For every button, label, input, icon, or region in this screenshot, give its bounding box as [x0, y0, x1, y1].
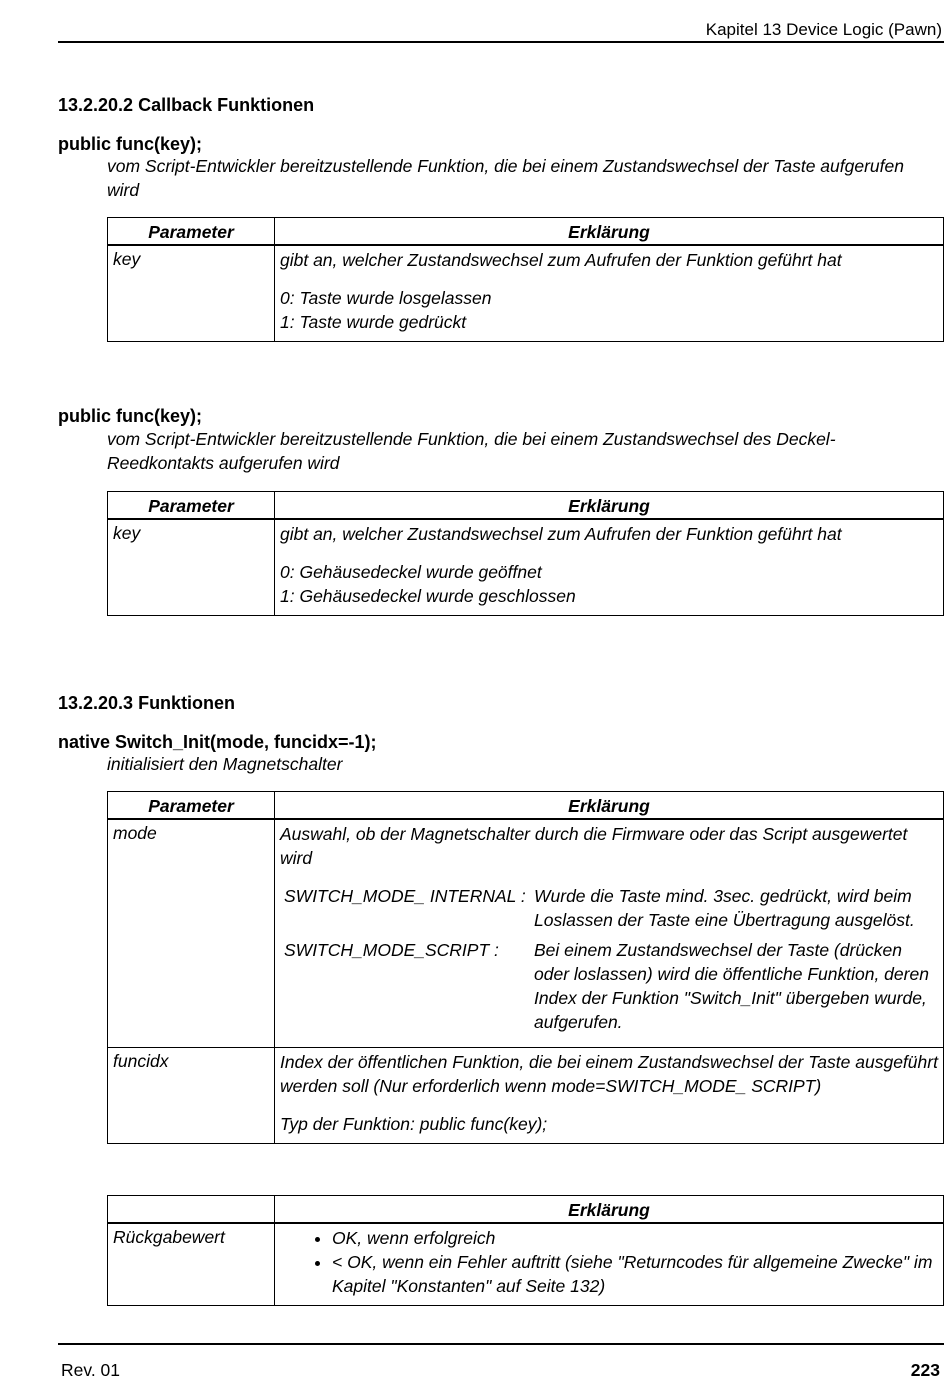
return-explanation: [275, 1223, 944, 1306]
header-erklaerung: Erklärung: [275, 218, 944, 246]
callback2-param-table: [107, 491, 944, 616]
param-value-0: 0: Gehäusedeckel wurde geöffnet: [280, 562, 542, 582]
param-expl-text: gibt an, welcher Zustandswechsel zum Aufrufen der Funktion geführt hat: [280, 524, 842, 544]
function-param-table: [107, 791, 944, 1144]
function-signature: native Switch_Init(mode, funcidx=-1);: [58, 732, 377, 752]
header-parameter: Parameter: [108, 218, 275, 246]
param-expl-text: Auswahl, ob der Magnetschalter durch die Firmware oder das Script ausgewertet wird: [280, 824, 908, 868]
param-name: key: [108, 519, 275, 616]
return-label: Rückgabewert: [108, 1223, 275, 1306]
table-row: [108, 1048, 944, 1144]
header-empty: [108, 1196, 275, 1224]
callback1-signature: public func(key);: [58, 134, 203, 154]
table-row: [108, 245, 944, 342]
header-rule: [58, 41, 944, 43]
param-name: funcidx: [108, 1048, 275, 1144]
mode-option-key: SWITCH_MODE_SCRIPT :: [284, 940, 499, 960]
header-erklaerung: Erklärung: [275, 492, 944, 520]
return-table: [107, 1195, 944, 1306]
param-value-1: 1: Taste wurde gedrückt: [280, 312, 467, 332]
section-title-callbacks: 13.2.20.2 Callback Funktionen: [58, 95, 315, 115]
mode-option-value: Bei einem Zustandswechsel der Taste (drücken oder loslassen) wird die öffentliche Funktion, deren Index der Funktion "Switch_Init" übergeben wurde, aufgerufen.: [534, 940, 929, 1032]
param-explanation: [275, 519, 944, 616]
return-list: [280, 1226, 938, 1298]
header-erklaerung: Erklärung: [275, 1196, 944, 1224]
param-explanation: [275, 245, 944, 342]
param-expl-text: gibt an, welcher Zustandswechsel zum Aufrufen der Funktion geführt hat: [280, 250, 842, 270]
table-row: [108, 1223, 944, 1306]
header-parameter: Parameter: [108, 792, 275, 820]
param-explanation: [275, 819, 944, 1048]
param-name: key: [108, 245, 275, 342]
callback1-param-table: [107, 217, 944, 342]
param-value-1: 1: Gehäusedeckel wurde geschlossen: [280, 586, 576, 606]
callback2-description: vom Script-Entwickler bereitzustellende Funktion, die bei einem Zustandswechsel des Deckel-Reedkontakts aufgerufen wird: [107, 429, 836, 473]
mode-option-row: [280, 938, 938, 1040]
header-parameter: Parameter: [108, 492, 275, 520]
list-item: • < OK, wenn ein Fehler auftritt (siehe "Returncodes für allgemeine Zwecke" im Kapitel "Konstanten" auf Seite 132): [332, 1250, 938, 1298]
mode-option-key: SWITCH_MODE_ INTERNAL :: [284, 886, 526, 906]
table-row: [108, 819, 944, 1048]
param-explanation: [275, 1048, 944, 1144]
chapter-header: Kapitel 13 Device Logic (Pawn): [705, 20, 942, 39]
revision-label: Rev. 01: [61, 1360, 121, 1380]
mode-options-table: [280, 884, 938, 1040]
function-description: initialisiert den Magnetschalter: [107, 754, 343, 774]
mode-option-value: Wurde die Taste mind. 3sec. gedrückt, wird beim Loslassen der Taste eine Übertragung ausgelöst.: [534, 886, 915, 930]
callback2-signature: public func(key);: [58, 406, 203, 426]
list-item: • OK, wenn erfolgreich: [332, 1226, 938, 1250]
param-expl-text: Index der öffentlichen Funktion, die bei einem Zustandswechsel der Taste ausgeführt werden soll (Nur erforderlich wenn mode=SWITCH_MODE_ SCRIPT): [280, 1052, 938, 1096]
mode-option-row: [280, 884, 938, 938]
param-type-text: Typ der Funktion: public func(key);: [280, 1114, 548, 1134]
callback1-description: vom Script-Entwickler bereitzustellende Funktion, die bei einem Zustandswechsel der Taste aufgerufen wird: [107, 156, 904, 200]
page-number: 223: [910, 1360, 940, 1380]
section-title-functions: 13.2.20.3 Funktionen: [58, 693, 236, 713]
footer-rule: [58, 1343, 944, 1345]
table-row: [108, 519, 944, 616]
param-name: mode: [108, 819, 275, 1048]
param-value-0: 0: Taste wurde losgelassen: [280, 288, 492, 308]
header-erklaerung: Erklärung: [275, 792, 944, 820]
